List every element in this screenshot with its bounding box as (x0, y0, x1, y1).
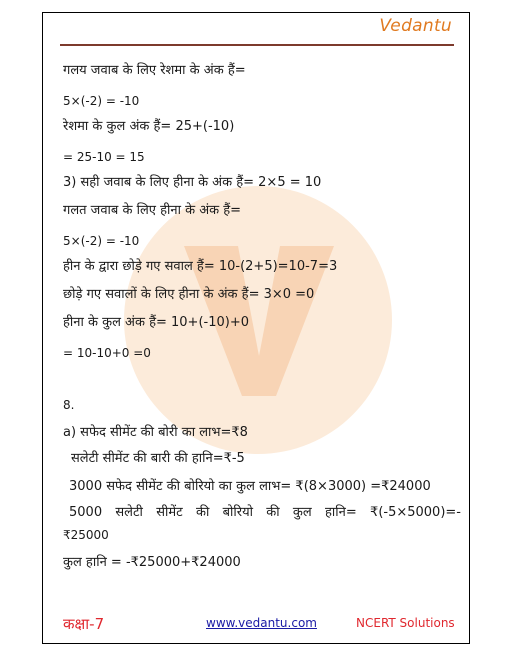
vedantu-logo: Vedantu (379, 16, 452, 36)
text-line: छोड़े गए सवालों के लिए हीना के अंक हैं= 3×0 =0 (63, 287, 315, 302)
text-line: = 10-10+0 =0 (63, 346, 151, 360)
website-link[interactable]: www.vedantu.com (206, 616, 317, 630)
text-line: a) सफेद सीमेंट की बोरी का लाभ=₹8 (63, 425, 248, 440)
text-line: हीन के द्वारा छोड़े गए सवाल हैं= 10-(2+5)=10-7=3 (63, 259, 338, 274)
header-divider (60, 44, 454, 46)
text-line: 5×(-2) = -10 (63, 234, 140, 248)
series-label: NCERT Solutions (356, 616, 455, 630)
question-number: 8. (63, 398, 75, 412)
text-line: ₹25000 (63, 528, 109, 542)
text-line: कुल हानि = -₹25000+₹24000 (63, 555, 241, 570)
text-line: सलेटी सीमेंट की बारी की हानि=₹-5 (71, 451, 245, 466)
text-line: = 25-10 = 15 (63, 150, 145, 164)
text-line: गलत जवाब के लिए हीना के अंक हैं= (63, 203, 242, 218)
text-line: हीना के कुल अंक हैं= 10+(-10)+0 (63, 315, 249, 330)
text-line: रेशमा के कुल अंक हैं= 25+(-10) (63, 119, 235, 134)
text-line: 5×(-2) = -10 (63, 94, 140, 108)
text-line: गलय जवाब के लिए रेशमा के अंक हैं= (63, 63, 246, 78)
text-line: 3000 सफेद सीमेंट की बोरियो का कुल लाभ= ₹(8×3000) =₹24000 (69, 479, 431, 494)
text-line: 3) सही जवाब के लिए हीना के अंक हैं= 2×5 = 10 (63, 175, 322, 190)
text-line: 5000 सलेटी सीमेंट की बोरियो की कुल हानि= ₹(-5×5000)=- (69, 505, 461, 520)
class-label: कक्षा-7 (63, 615, 105, 633)
